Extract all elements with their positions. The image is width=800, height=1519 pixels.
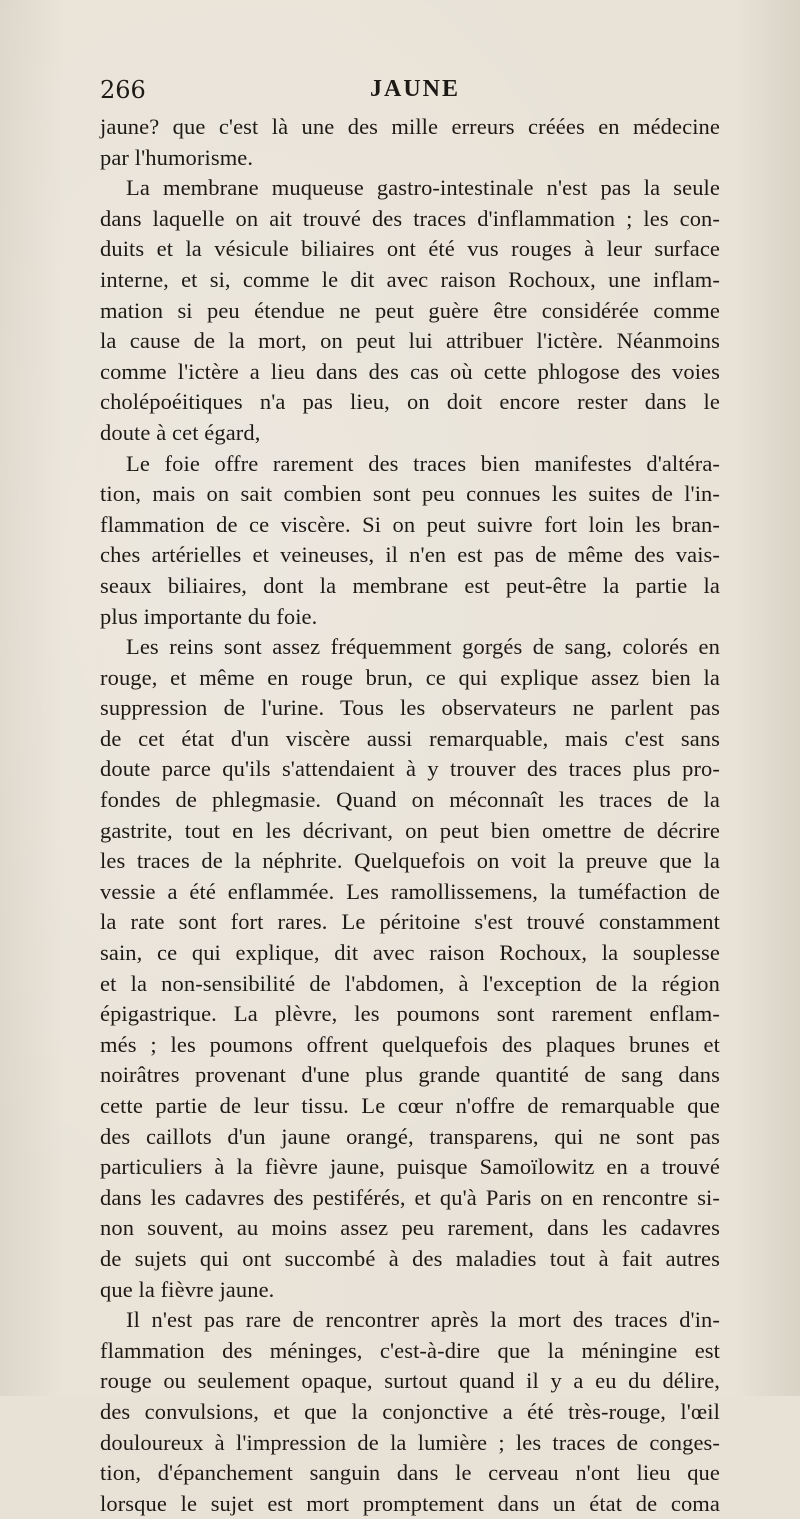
text-line: des convulsions, et que la conjonctive a été très-rouge, l'œil <box>100 1398 720 1424</box>
text-line: par l'humorisme. <box>100 144 254 170</box>
text-line: Les reins sont assez fréquemment gorgés de sang, colorés en <box>126 634 720 660</box>
text-line: interne, et si, comme le dit avec raison Rochoux, une inflam- <box>100 266 720 292</box>
body-text <box>100 112 720 1519</box>
text-line: la cause de la mort, on peut lui attribuer l'ictère. Néanmoins <box>100 328 720 354</box>
page-header <box>100 76 710 106</box>
text-line: tion, d'épanchement sanguin dans le cerveau n'ont lieu que <box>100 1460 720 1486</box>
text-line: fondes de phlegmasie. Quand on méconnaît les traces de la <box>100 787 720 813</box>
text-line: les traces de la néphrite. Quelquefois on voit la preuve que la <box>100 848 720 874</box>
text-line: non souvent, au moins assez peu rarement, dans les cadavres <box>100 1215 720 1241</box>
text-line: suppression de l'urine. Tous les observateurs ne parlent pas <box>100 695 720 721</box>
text-line: gastrite, tout en les décrivant, on peut bien omettre de décrire <box>100 817 720 843</box>
text-line: duits et la vésicule biliaires ont été vus rouges à leur surface <box>100 236 720 262</box>
text-line: ches artérielles et veineuses, il n'en est pas de même des vais- <box>100 542 720 568</box>
text-line: jaune? que c'est là une des mille erreurs créées en médecine <box>100 114 720 139</box>
text-line: douloureux à l'impression de la lumière ; les traces de conges- <box>100 1429 720 1455</box>
text-line: flammation des méninges, c'est-à-dire que la méningine est <box>100 1337 720 1363</box>
text-line: més ; les poumons offrent quelquefois des plaques brunes et <box>100 1031 720 1057</box>
text-line: flammation de ce viscère. Si on peut suivre fort loin les bran- <box>100 511 720 537</box>
text-line: particuliers à la fièvre jaune, puisque Samoïlowitz en a trouvé <box>100 1154 720 1180</box>
text-line: la rate sont fort rares. Le péritoine s'est trouvé constamment <box>100 909 720 935</box>
text-line: plus importante du foie. <box>100 603 318 629</box>
text-line: lorsque le sujet est mort promptement dans un état de coma <box>100 1490 720 1516</box>
text-line: noirâtres provenant d'une plus grande quantité de sang dans <box>100 1062 720 1088</box>
text-line: doute à cet égard, <box>100 419 261 445</box>
text-line: doute parce qu'ils s'attendaient à y trouver des traces plus pro- <box>100 756 720 782</box>
text-line: dans laquelle on ait trouvé des traces d'inflammation ; les con- <box>100 205 720 231</box>
page-number: 266 <box>100 76 146 104</box>
text-line: vessie a été enflammée. Les ramollissemens, la tuméfaction de <box>100 878 720 904</box>
text-line: rouge ou seulement opaque, surtout quand il y a eu du délire, <box>100 1368 720 1394</box>
text-line: de sujets qui ont succombé à des maladies tout à fait autres <box>100 1245 720 1271</box>
text-line: seaux biliaires, dont la membrane est peut-être la partie la <box>100 572 720 598</box>
running-title: JAUNE <box>370 76 461 102</box>
text-line: et la non-sensibilité de l'abdomen, à l'exception de la région <box>100 970 720 996</box>
text-line: épigastrique. La plèvre, les poumons sont rarement enflam- <box>100 1001 720 1027</box>
text-line: comme l'ictère a lieu dans des cas où cette phlogose des voies <box>100 358 720 384</box>
text-line: rouge, et même en rouge brun, ce qui explique assez bien la <box>100 664 720 690</box>
text-line: sain, ce qui explique, dit avec raison Rochoux, la souplesse <box>100 940 720 966</box>
text-line: Il n'est pas rare de rencontrer après la mort des traces d'in- <box>126 1307 720 1333</box>
text-line: La membrane muqueuse gastro-intestinale n'est pas la seule <box>126 175 720 201</box>
text-line: Le foie offre rarement des traces bien manifestes d'altéra- <box>126 450 720 476</box>
text-line: des caillots d'un jaune orangé, transparens, qui ne sont pas <box>100 1123 720 1149</box>
text-line: dans les cadavres des pestiférés, et qu'à Paris on en rencontre si- <box>100 1184 720 1210</box>
text-line: cholépoéitiques n'a pas lieu, on doit encore rester dans le <box>100 389 720 415</box>
text-line: tion, mais on sait combien sont peu connues les suites de l'in- <box>100 481 720 507</box>
text-line: de cet état d'un viscère aussi remarquable, mais c'est sans <box>100 725 720 751</box>
text-line: que la fièvre jaune. <box>100 1276 275 1302</box>
text-line: mation si peu étendue ne peut guère être considérée comme <box>100 297 720 323</box>
text-line: cette partie de leur tissu. Le cœur n'offre de remarquable que <box>100 1093 720 1118</box>
